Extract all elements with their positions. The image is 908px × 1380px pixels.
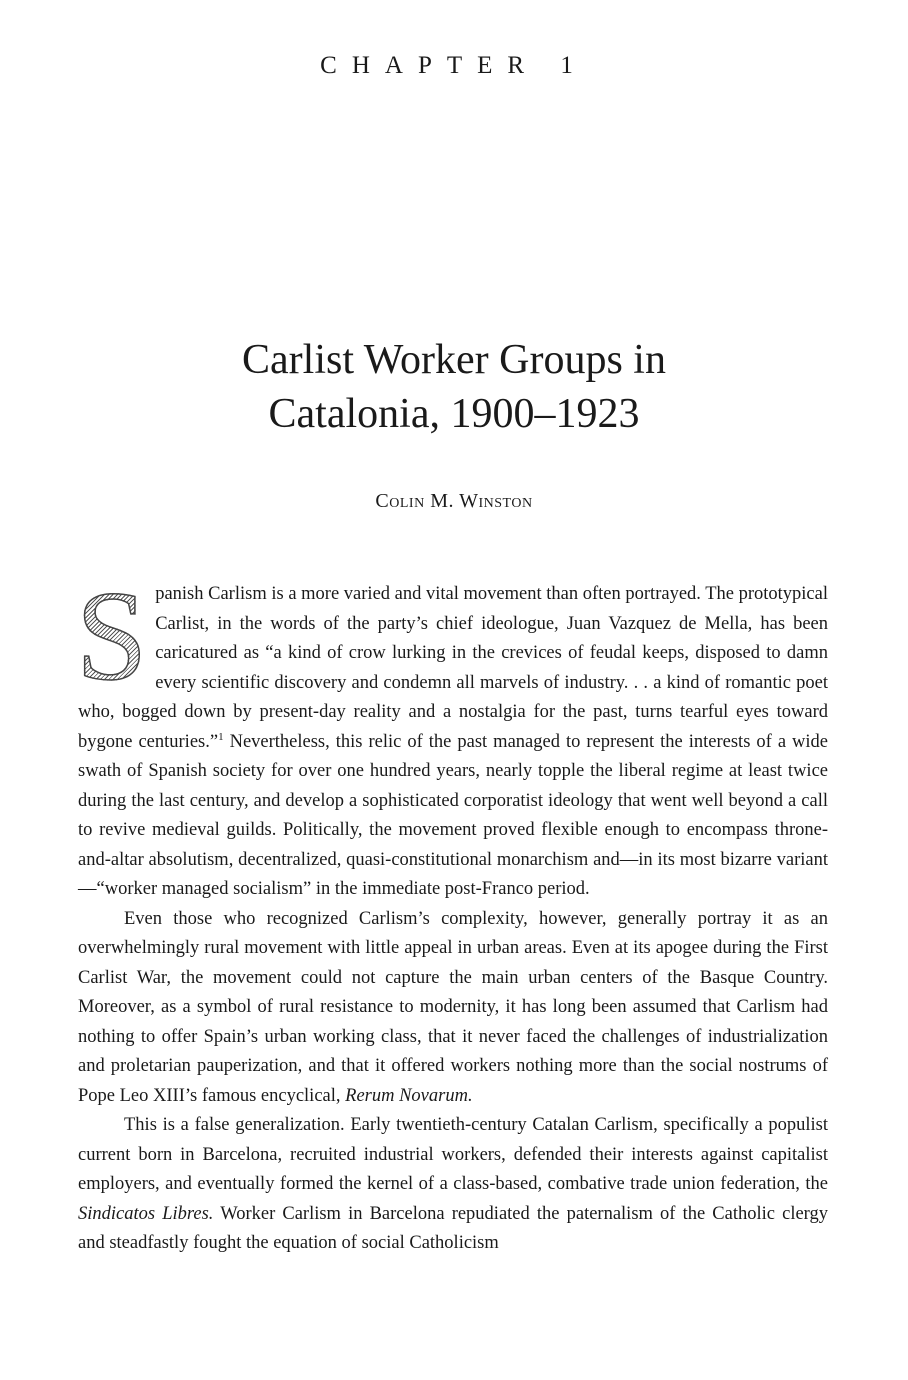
chapter-title-line-1: Carlist Worker Groups in (242, 337, 666, 383)
paragraph-3 (78, 1111, 828, 1259)
paragraph-1-text-b: Nevertheless, this relic of the past managed to represent the interests of a wide swath of Spanish society for over one hundred years, nearly topple the liberal regime at least twice during the last century, and develop a sophisticated corporatist ideology that went well beyond a call to revive medieval guilds. Politically, the movement proved flexible enough to encompass throne-and-altar absolutism, decentralized, quasi-constitutional monarchism and—in its most bizarre variant—“worker managed socialism” in the immediate post-Franco period. (78, 731, 828, 899)
drop-cap: S (76, 565, 148, 707)
author-name: Colin M. Winston (375, 490, 533, 512)
chapter-title (0, 333, 908, 441)
italic-name-sindicatos-libres: Sindicatos Libres. (78, 1203, 214, 1224)
paragraph-1-text-a: panish Carlism is a more varied and vital movement than often portrayed. The prototypical Carlist, in the words of the party’s chief ideologue, Juan Vazquez de Mella, has been caricatured as “a kind of crow lurking in the crevices of feudal keeps, disposed to damn every scientific discovery and condemn all marvels of industry. . . a kind of romantic poet who, bogged down by present-day reality and a nostalgia for the past, turns tearful eyes toward bygone centuries.” (78, 584, 828, 752)
body-text (76, 565, 828, 1259)
footnote-marker: 1 (218, 730, 224, 743)
paragraph-1 (76, 565, 828, 905)
chapter-title-line-2: Catalonia, 1900–1923 (268, 391, 640, 437)
italic-title-rerum-novarum: Rerum Novarum. (345, 1085, 473, 1106)
paragraph-3-text-b: Worker Carlism in Barcelona repudiated the paternalism of the Catholic clergy and steadfastly fought the equation of social Catholicism (78, 1203, 828, 1253)
paragraph-3-text-a: This is a false generalization. Early twentieth-century Catalan Carlism, specifically a populist current born in Barcelona, recruited industrial workers, defended their interests against capitalist employers, and eventually formed the kernel of a class-based, combative trade union federation, the (78, 1115, 828, 1194)
chapter-number: CHAPTER 1 (320, 52, 588, 79)
paragraph-2 (78, 905, 828, 1112)
paragraph-2-text: Even those who recognized Carlism’s complexity, however, generally portray it as an overwhelmingly rural movement with little appeal in urban areas. Even at its apogee during the First Carlist War, the movement could not capture the main urban centers of the Basque Country. Moreover, as a symbol of rural resistance to modernity, it has long been assumed that Carlism had nothing to offer Spain’s urban working class, that it never faced the challenges of industrialization and proletarian pauperization, and that it offered workers nothing more than the social nostrums of Pope Leo XIII’s famous encyclical, (78, 908, 828, 1106)
